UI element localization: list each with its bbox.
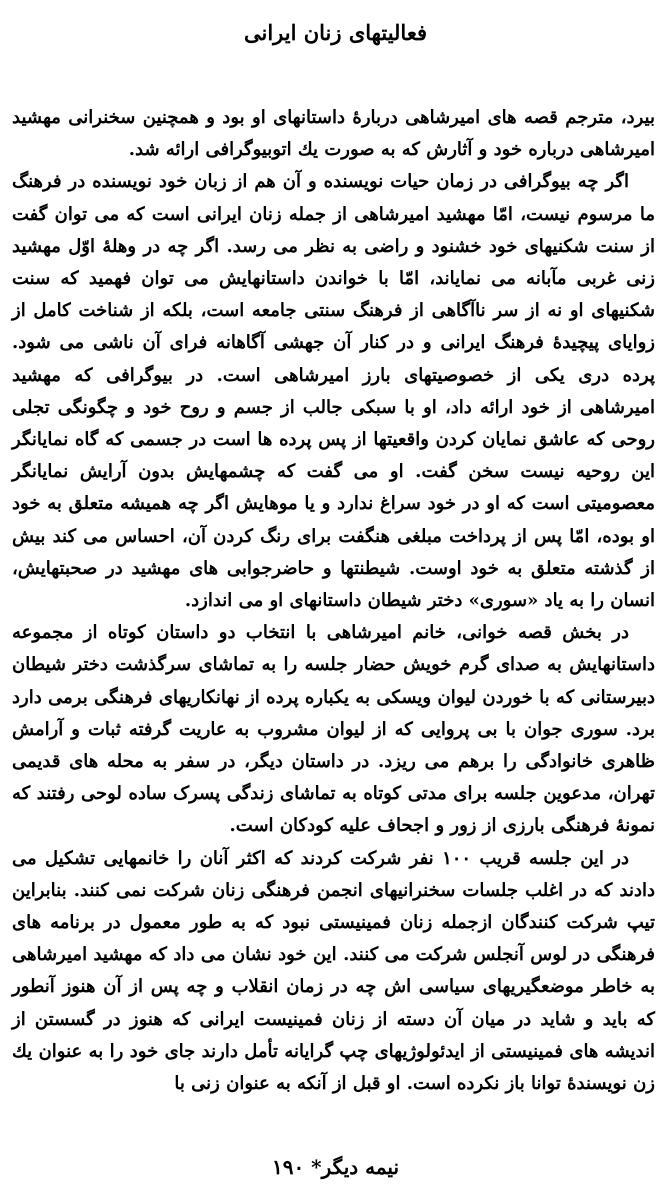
paragraph: در این جلسه قریب ۱۰۰ نفر شرکت کردند که اکثر آنان را خانمهایی تشکیل می دادند که در اغلب جلسات سخنرانیهای انجمن فرهنگی زنان شرکت نمی کنند. بنابراین تیپ شرکت کنندگان ازجمله زنان فمینیستی نبود که به طور معمول در برنامه های فرهنگی در لوس آنجلس شرکت می کنند. این خود نشان می داد که مهشید امیرشاهی به خاطر موضعگیریهای سیاسی اش چه در زمان انقلاب و چه پس از آن هنوز آنطور که باید و شاید در میان آن دسته از زنان فمینیست ایرانی که هنوز در گسستن از اندیشه های فمینیستی از ایدئولوژیهای چپ گرایانه تأمل دارند جای خود را به عنوان یك زن نویسندهٔ توانا باز نکرده است. او قبل از آنکه به عنوان زنی با	[12, 847, 655, 1095]
page-title: فعالیتهای زنان ایرانی	[243, 20, 428, 45]
paragraph: در بخش قصه خوانی، خانم امیرشاهی با انتخاب دو داستان کوتاه از مجموعه داستانهایش به صدای گرم خویش حضار جلسه را به تماشای سرگذشت دختر شیطان دبیرستانی که با خوردن لیوان ویسکی به یکباره پرده از نهانکاریهای فرهنگی برمی دارد برد. سوری جوان با بی پروایی که از لیوان مشروب به عاریت گرفته ثبات و آرامش ظاهری خانوادگی را برهم می ریزد. در داستان دیگر، در سفر به محله های قدیمی تهران، مدعوین جلسه برای مدتی کوتاه به تماشای زندگی پسرک ساده لوحی رفتند که نمونهٔ فرهنگی بارزی از زور و اجحاف علیه کودکان است.	[12, 622, 655, 837]
page-footer: نیمه دیگر* ۱۹۰	[271, 1155, 400, 1179]
paragraph: بیرد، مترجم قصه های امیرشاهی دربارهٔ داستانهای او بود و همچنین سخنرانی مهشید امیرشاهی درباره خود و آثارش که به صورت یك اتوبیوگرافی ارائه شد.	[12, 107, 655, 161]
article-body	[12, 102, 655, 1100]
paragraph: اگر چه بیوگرافی در زمان حیات نویسنده و آن هم از زبان خود نویسنده در فرهنگ ما مرسوم نیست، امّا مهشید امیرشاهی از جمله زنان ایرانی است که می توان گفت از سنت شکنیهای خود خشنود و راضی به نظر می رسد. اگر چه در وهلهٔ اوّل مهشید زنی غربی مآبانه می نمایاند، امّا با خواندن داستانهایش می توان فهمید که سنت شکنیهای او نه از سر ناآگاهی از فرهنگ سنتی جامعه است، بلکه از شناخت کامل از زوایای پیچیدهٔ فرهنگ ایرانی و در کنار آن جهشی آگاهانه فرای آن ناشی می شود. پرده دری یکی از خصوصیتهای بارز امیرشاهی است. در بیوگرافی که مهشید امیرشاهی از خود ارائه داد، او با سبکی جالب از جسم و روح خود و چگونگی تجلی روحی که عاشق نمایان کردن واقعیتها از پس پرده ها است در جسمی که گاه نمایانگر این روحیه نیست سخن گفت. او می گفت که چشمهایش بدون آرایش نمایانگر معصومیتی است که او در خود سراغ ندارد و یا موهایش اگر چه همیشه متعلق به خود او بوده، امّا پس از پرداخت مبلغی هنگفت برای رنگ کردن آن، احساس می کند بیش از گذشته متعلق به خود اوست. شیطنتها و حاضرجوابی های مهشید در صحبتهایش، انسان را به یاد «سوری» دختر شیطان داستانهای او می اندازد.	[12, 171, 655, 612]
